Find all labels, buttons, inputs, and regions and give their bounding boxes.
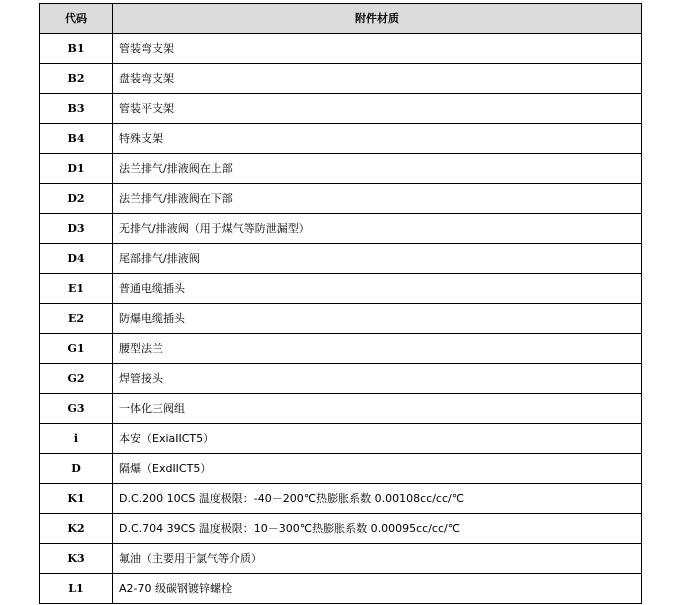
table-row [40, 154, 642, 184]
row-description: 法兰排气/排液阀在上部 [113, 154, 642, 184]
row-code: i [40, 424, 113, 454]
row-code: D2 [40, 184, 113, 214]
row-code: E1 [40, 274, 113, 304]
table-row [40, 244, 642, 274]
table-row [40, 94, 642, 124]
row-description: 防爆电缆插头 [113, 304, 642, 334]
row-code: D [40, 454, 113, 484]
table-body [40, 34, 642, 604]
header-row [40, 4, 642, 34]
table-row [40, 574, 642, 604]
table-row [40, 124, 642, 154]
accessory-material-table [39, 3, 642, 604]
row-code: G3 [40, 394, 113, 424]
table-row [40, 484, 642, 514]
table-row [40, 424, 642, 454]
table-row [40, 64, 642, 94]
row-code: K3 [40, 544, 113, 574]
table-row [40, 304, 642, 334]
row-code: E2 [40, 304, 113, 334]
row-description: 焊管接头 [113, 364, 642, 394]
table-row [40, 214, 642, 244]
table-row [40, 544, 642, 574]
header-code: 代码 [40, 4, 113, 34]
row-code: B3 [40, 94, 113, 124]
row-code: D4 [40, 244, 113, 274]
table-row [40, 34, 642, 64]
row-description: 尾部排气/排液阀 [113, 244, 642, 274]
row-code: D1 [40, 154, 113, 184]
row-description: 腰型法兰 [113, 334, 642, 364]
row-description: 盘装弯支架 [113, 64, 642, 94]
row-description: 普通电缆插头 [113, 274, 642, 304]
table-row [40, 514, 642, 544]
row-description: 管装弯支架 [113, 34, 642, 64]
row-description: 法兰排气/排液阀在下部 [113, 184, 642, 214]
row-code: L1 [40, 574, 113, 604]
row-description: 管装平支架 [113, 94, 642, 124]
row-code: D3 [40, 214, 113, 244]
table-row [40, 454, 642, 484]
row-code: B4 [40, 124, 113, 154]
row-description: 隔爆（ExdIICT5） [113, 454, 642, 484]
table-row [40, 184, 642, 214]
row-description: A2-70 级碳钢镀锌螺栓 [113, 574, 642, 604]
row-description: 本安（ExiaIICT5） [113, 424, 642, 454]
table-row [40, 394, 642, 424]
row-code: K1 [40, 484, 113, 514]
table-row [40, 364, 642, 394]
header-material: 附件材质 [113, 4, 642, 34]
row-description: D.C.200 10CS 温度极限：-40－200℃热膨胀系数 0.00108cc/cc/℃ [113, 484, 642, 514]
row-description: 特殊支架 [113, 124, 642, 154]
row-description: 无排气/排液阀（用于煤气等防泄漏型） [113, 214, 642, 244]
row-code: G1 [40, 334, 113, 364]
row-description: 一体化三阀组 [113, 394, 642, 424]
row-code: G2 [40, 364, 113, 394]
table-row [40, 274, 642, 304]
table-row [40, 334, 642, 364]
row-code: B2 [40, 64, 113, 94]
row-code: K2 [40, 514, 113, 544]
row-description: D.C.704 39CS 温度极限：10－300℃热膨胀系数 0.00095cc/cc/℃ [113, 514, 642, 544]
row-code: B1 [40, 34, 113, 64]
row-description: 氟油（主要用于氯气等介质） [113, 544, 642, 574]
